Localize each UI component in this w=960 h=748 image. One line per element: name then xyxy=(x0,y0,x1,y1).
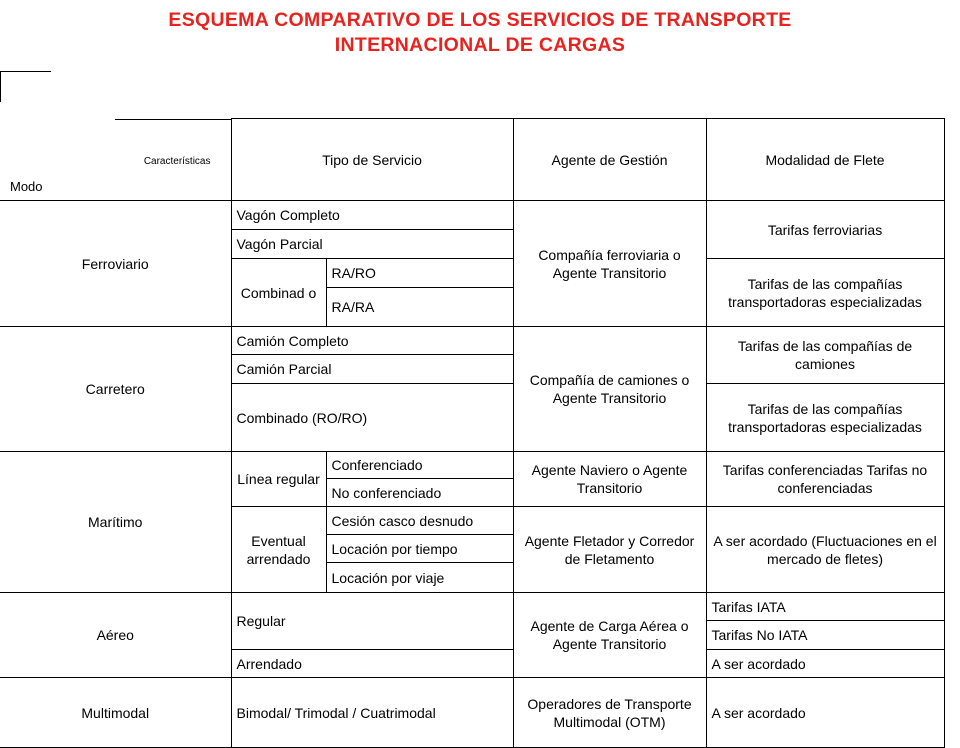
cell-ferroviario-especial: Tarifas de las compañías transportadoras especializadas xyxy=(706,259,944,327)
cell-multimodal-flete: A ser acordado xyxy=(706,678,944,748)
table-row xyxy=(0,593,944,621)
mode-carretero: Carretero xyxy=(0,327,231,452)
title-line-2: INTERNACIONAL DE CARGAS xyxy=(334,34,626,56)
cell-ferroviario-combinado: Combinad o xyxy=(231,259,326,327)
cell-aereo-agente: Agente de Carga Aérea o Agente Transitorio xyxy=(513,593,706,678)
cell-vagon-parcial: Vagón Parcial xyxy=(231,230,513,259)
mode-multimodal: Multimodal xyxy=(0,678,231,748)
cell-carretero-especial: Tarifas de las compañías transportadoras especializadas xyxy=(706,384,944,452)
cell-linea-regular: Línea regular xyxy=(231,452,326,507)
cell-camion-completo: Camión Completo xyxy=(231,327,513,355)
mode-ferroviario: Ferroviario xyxy=(0,201,231,327)
mode-maritimo: Marítimo xyxy=(0,452,231,593)
cell-camion-parcial: Camión Parcial xyxy=(231,355,513,384)
table-row xyxy=(0,327,944,355)
table-row xyxy=(0,678,944,748)
cell-eventual-arrendado: Eventual arrendado xyxy=(231,507,326,593)
cell-ra-ro: RA/RO xyxy=(326,259,513,288)
header-corner-cell xyxy=(0,119,231,201)
cell-vagon-completo: Vagón Completo xyxy=(231,201,513,230)
corner-top-border xyxy=(115,119,231,120)
table-row xyxy=(0,452,944,479)
cell-carretero-agente: Compañía de camiones o Agente Transitorio xyxy=(513,327,706,452)
cell-ra-ra: RA/RA xyxy=(326,288,513,327)
cell-aereo-arrendado: Arrendado xyxy=(231,650,513,678)
cell-locacion-tiempo: Locación por tiempo xyxy=(326,535,513,563)
cell-locacion-viaje: Locación por viaje xyxy=(326,563,513,593)
cell-carretero-camiones: Tarifas de las compañías de camiones xyxy=(706,327,944,384)
header-tipo-servicio: Tipo de Servicio xyxy=(231,119,513,201)
header-row xyxy=(0,119,944,201)
cell-maritimo-agente-linea: Agente Naviero o Agente Transitorio xyxy=(513,452,706,507)
title-line-1: ESQUEMA COMPARATIVO DE LOS SERVICIOS DE TRANSPORTE xyxy=(168,9,792,31)
cell-maritimo-flete-linea: Tarifas conferenciadas Tarifas no conferenciadas xyxy=(706,452,944,507)
cell-aereo-regular: Regular xyxy=(231,593,513,650)
cell-ferroviario-tarifas: Tarifas ferroviarias xyxy=(706,201,944,259)
header-caracteristicas: Características xyxy=(143,155,211,167)
header-modalidad-flete: Modalidad de Flete xyxy=(706,119,944,201)
cell-tarifas-no-iata: Tarifas No IATA xyxy=(706,621,944,650)
cell-ferroviario-agente: Compañía ferroviaria o Agente Transitorio xyxy=(513,201,706,327)
page-title xyxy=(0,8,960,58)
cell-conferenciado: Conferenciado xyxy=(326,452,513,479)
cell-multimodal-tipo: Bimodal/ Trimodal / Cuatrimodal xyxy=(231,678,513,748)
header-agente-gestion: Agente de Gestión xyxy=(513,119,706,201)
cell-multimodal-agente: Operadores de Transporte Multimodal (OTM) xyxy=(513,678,706,748)
header-modo: Modo xyxy=(10,179,43,194)
cell-maritimo-flete-eventual: A ser acordado (Fluctuaciones en el mercado de fletes) xyxy=(706,507,944,593)
cell-no-conferenciado: No conferenciado xyxy=(326,479,513,507)
cell-carretero-combinado: Combinado (RO/RO) xyxy=(231,384,513,452)
corner-bracket-decoration xyxy=(0,71,51,102)
cell-cesion-casco: Cesión casco desnudo xyxy=(326,507,513,535)
comparison-table xyxy=(0,118,945,748)
mode-aereo: Aéreo xyxy=(0,593,231,678)
cell-maritimo-agente-eventual: Agente Fletador y Corredor de Fletamento xyxy=(513,507,706,593)
table-row xyxy=(0,201,944,230)
cell-aereo-acordado: A ser acordado xyxy=(706,650,944,678)
cell-tarifas-iata: Tarifas IATA xyxy=(706,593,944,621)
